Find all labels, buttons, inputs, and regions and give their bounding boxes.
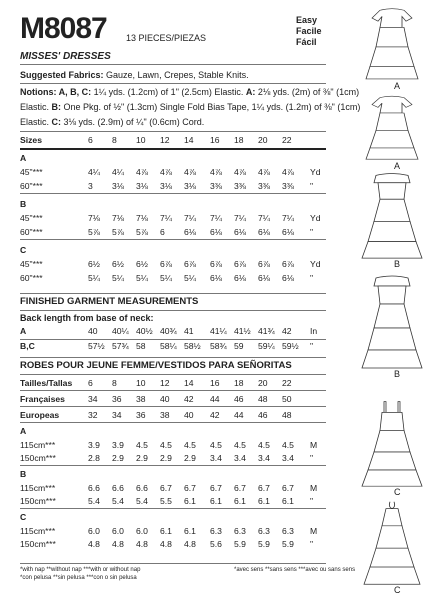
view-letter: C (20, 245, 27, 255)
row-label: 150cm*** (20, 453, 56, 463)
view-illustration (352, 398, 432, 498)
table-cell: 20 (258, 378, 268, 388)
row-label: Europeas (20, 410, 60, 420)
table-cell: 7⅛ (88, 213, 100, 223)
table-cell: 5.4 (88, 496, 100, 506)
notions-line (20, 101, 360, 113)
view-letter: C (20, 512, 27, 522)
divider (20, 374, 326, 375)
view-heading (20, 153, 330, 165)
table-cell: 59½ (282, 341, 299, 351)
table-cell: 3⅜ (210, 181, 222, 191)
divider (20, 131, 326, 132)
table-cell: 4.8 (184, 539, 196, 549)
table-row (20, 440, 330, 452)
robes-title: ROBES POUR JEUNE FEMME/VESTIDOS PARA SEÑORITAS (20, 360, 292, 371)
table-cell: 4.5 (184, 440, 196, 450)
notions-text: 2⅛ yds. (2m) of ⅜" (1cm) (255, 87, 360, 97)
table-cell: 6.0 (88, 526, 100, 536)
divider (20, 465, 326, 466)
table-cell: 42 (282, 326, 292, 336)
view-label: C (394, 585, 401, 595)
table-cell: 6⅛ (282, 227, 294, 237)
divider (20, 357, 326, 358)
view-illustration (352, 92, 432, 172)
table-row (20, 259, 330, 271)
table-cell: 7⅛ (136, 213, 148, 223)
table-cell: 6⅞ (234, 259, 246, 269)
fabrics-label: Suggested Fabrics: (20, 70, 104, 80)
table-cell: 4⅞ (258, 167, 270, 177)
table-cell: 6⅛ (184, 227, 196, 237)
table-cell: 3.4 (210, 453, 222, 463)
unit-label: Yd (310, 259, 321, 269)
view-illustration (352, 168, 432, 270)
table-row (20, 496, 330, 508)
size-cell: 8 (112, 135, 117, 145)
table-cell: 5⅞ (136, 227, 148, 237)
table-row (20, 167, 330, 179)
view-letter: A (20, 153, 27, 163)
view-heading (20, 469, 330, 481)
divider (20, 422, 326, 423)
table-row (20, 273, 330, 285)
row-label: 115cm*** (20, 440, 56, 450)
table-row (20, 227, 330, 239)
table-cell: 3⅛ (136, 181, 148, 191)
table-row (20, 213, 330, 225)
table-cell: 7¼ (184, 213, 196, 223)
divider (20, 310, 326, 311)
table-cell: 4.5 (210, 440, 222, 450)
table-cell: 6⅞ (258, 259, 270, 269)
table-cell: 12 (160, 378, 170, 388)
finished-subtitle: Back length from base of neck: (20, 313, 154, 323)
table-cell: 44 (210, 394, 220, 404)
table-cell: 6.1 (184, 496, 196, 506)
difficulty-label (296, 15, 322, 48)
table-cell: 3 (88, 181, 93, 191)
row-label: 115cm*** (20, 483, 56, 493)
view-heading (20, 199, 330, 211)
table-cell: 3.4 (258, 453, 270, 463)
table-cell: 6½ (136, 259, 148, 269)
dress-sketch (352, 168, 432, 260)
table-row (20, 410, 330, 422)
dress-sketch (352, 92, 432, 162)
table-cell: 2.8 (88, 453, 100, 463)
dress-sketch (352, 270, 432, 370)
divider (20, 239, 326, 240)
table-cell: 40 (160, 394, 170, 404)
table-cell: 4⅞ (234, 167, 246, 177)
table-cell: 6.7 (210, 483, 222, 493)
unit-label: " (310, 273, 314, 283)
table-cell: 6.7 (282, 483, 294, 493)
divider (20, 406, 326, 407)
unit-label: " (310, 496, 314, 506)
row-label: 150cm*** (20, 539, 56, 549)
view-label: C (394, 487, 401, 497)
table-cell: 50 (282, 394, 292, 404)
row-label: 150cm*** (20, 496, 56, 506)
notions-text: Elastic. (20, 117, 52, 127)
divider (20, 148, 326, 150)
table-cell: 58¾ (210, 341, 227, 351)
notions-text: B: (51, 102, 62, 112)
difficulty-en: Easy (296, 15, 318, 25)
table-cell: 7¼ (210, 213, 222, 223)
table-cell: 59 (234, 341, 244, 351)
row-label: 45"*** (20, 259, 43, 269)
view-label: A (394, 81, 401, 91)
table-cell: 7¼ (258, 213, 270, 223)
table-cell: 41 (184, 326, 194, 336)
table-cell: 5⅞ (88, 227, 100, 237)
table-cell: 5¼ (112, 273, 124, 283)
unit-label: " (310, 341, 314, 351)
table-cell: 34 (112, 410, 122, 420)
table-cell: 3⅛ (112, 181, 124, 191)
table-cell: 22 (282, 378, 292, 388)
row-label: 60"*** (20, 227, 43, 237)
table-cell: 6.7 (184, 483, 196, 493)
pieces-count: 13 PIECES/PIEZAS (126, 33, 207, 43)
table-cell: 2.9 (160, 453, 172, 463)
table-cell: 3.9 (88, 440, 100, 450)
table-row (20, 539, 330, 551)
row-label: Françaises (20, 394, 65, 404)
table-cell: 6⅞ (184, 259, 196, 269)
table-cell: 8 (112, 378, 117, 388)
finished-title: FINISHED GARMENT MEASUREMENTS (20, 296, 199, 307)
table-cell: 46 (258, 410, 268, 420)
view-label: B (394, 259, 401, 269)
table-cell: 6⅞ (160, 259, 172, 269)
table-cell: 46 (234, 394, 244, 404)
table-cell: 38 (160, 410, 170, 420)
table-cell: 48 (282, 410, 292, 420)
dress-subtitle: MISSES' DRESSES (20, 51, 111, 62)
table-cell: 6.6 (88, 483, 100, 493)
notions-line (20, 86, 359, 98)
view-illustration (352, 270, 432, 380)
notions-text: C: (51, 117, 62, 127)
table-cell: 42 (210, 410, 220, 420)
table-cell: 4⅞ (136, 167, 148, 177)
table-cell: 4¼ (88, 167, 100, 177)
size-cell: 6 (88, 135, 93, 145)
table-cell: 4.5 (282, 440, 294, 450)
table-cell: 6.1 (282, 496, 294, 506)
view-letter: B (20, 469, 27, 479)
unit-label: Yd (310, 167, 321, 177)
view-heading (20, 245, 330, 257)
table-row (20, 341, 330, 353)
table-cell: 2.9 (112, 453, 124, 463)
table-cell: 40½ (136, 326, 153, 336)
table-row (20, 453, 330, 465)
table-cell: 48 (258, 394, 268, 404)
sizes-label: Sizes (20, 135, 42, 145)
table-cell: 6.0 (112, 526, 124, 536)
divider (20, 563, 326, 564)
unit-label: " (310, 181, 314, 191)
table-cell: 4.5 (258, 440, 270, 450)
footnote-es: *con pelusa **sin pelusa ***con o sin pelusa (20, 575, 137, 581)
table-cell: 6⅛ (258, 273, 270, 283)
table-cell: 40¾ (160, 326, 177, 336)
table-cell: 3.4 (234, 453, 246, 463)
row-label: 60"*** (20, 181, 43, 191)
table-cell: 4¼ (112, 167, 124, 177)
table-cell: 58¼ (160, 341, 177, 351)
difficulty-fr: Facile (296, 26, 322, 36)
table-cell: 5¼ (136, 273, 148, 283)
table-cell: 6⅛ (258, 227, 270, 237)
table-cell: 57½ (88, 341, 105, 351)
table-cell: 4⅞ (210, 167, 222, 177)
table-cell: 6.3 (210, 526, 222, 536)
table-cell: 6.3 (282, 526, 294, 536)
unit-label: In (310, 326, 318, 336)
view-illustration (352, 500, 432, 596)
table-cell: 16 (210, 378, 220, 388)
size-cell: 16 (210, 135, 220, 145)
footnote-en: *with nap **without nap ***with or without nap (20, 567, 141, 573)
view-label: A (394, 161, 401, 171)
table-cell: 4.5 (234, 440, 246, 450)
size-cell: 18 (234, 135, 244, 145)
table-cell: 6½ (112, 259, 124, 269)
table-row (20, 526, 330, 538)
table-cell: 5.4 (136, 496, 148, 506)
table-cell: 3⅜ (258, 181, 270, 191)
table-cell: 6.3 (234, 526, 246, 536)
view-illustration (352, 4, 432, 92)
table-cell: 4.8 (112, 539, 124, 549)
table-cell: 7⅛ (112, 213, 124, 223)
table-cell: 3.4 (282, 453, 294, 463)
view-label: B (394, 369, 401, 379)
table-cell: 5.9 (258, 539, 270, 549)
table-cell: 40¼ (112, 326, 129, 336)
divider (20, 193, 326, 194)
table-cell: 4⅞ (184, 167, 196, 177)
table-cell: 34 (88, 394, 98, 404)
table-cell: 18 (234, 378, 244, 388)
dress-sketch (352, 398, 432, 488)
table-cell: 58 (136, 341, 146, 351)
dress-sketch (352, 500, 432, 586)
table-cell: 41½ (234, 326, 251, 336)
table-cell: 5.5 (160, 496, 172, 506)
row-label: B,C (20, 341, 35, 351)
table-cell: 6.0 (136, 526, 148, 536)
table-cell: 42 (184, 394, 194, 404)
difficulty-es: Fácil (296, 37, 317, 47)
table-cell: 5.9 (282, 539, 294, 549)
table-cell: 6.7 (160, 483, 172, 493)
view-letter: B (20, 199, 27, 209)
table-cell: 6½ (88, 259, 100, 269)
table-cell: 3⅛ (160, 181, 172, 191)
table-cell: 4.8 (136, 539, 148, 549)
unit-label: Yd (310, 213, 321, 223)
table-cell: 4.5 (136, 440, 148, 450)
table-cell: 6⅛ (210, 227, 222, 237)
table-cell: 6⅞ (210, 259, 222, 269)
unit-label: M (310, 526, 318, 536)
size-cell: 12 (160, 135, 170, 145)
notions-line (20, 116, 204, 128)
table-cell: 14 (184, 378, 194, 388)
view-heading (20, 512, 330, 524)
table-cell: 6⅛ (210, 273, 222, 283)
table-cell: 5.4 (112, 496, 124, 506)
divider (20, 64, 326, 65)
table-cell: 3⅜ (234, 181, 246, 191)
table-cell: 6.7 (258, 483, 270, 493)
fabrics-text: Gauze, Lawn, Crepes, Stable Knits. (103, 70, 249, 80)
table-row (20, 181, 330, 193)
row-label: A (20, 326, 27, 336)
table-cell: 4.8 (160, 539, 172, 549)
table-cell: 5¼ (160, 273, 172, 283)
table-row (20, 378, 330, 390)
table-cell: 57¾ (112, 341, 129, 351)
row-label: Tailles/Tallas (20, 378, 73, 388)
suggested-fabrics (20, 69, 249, 81)
row-label: 45"*** (20, 167, 43, 177)
unit-label: " (310, 539, 314, 549)
table-cell: 7¼ (282, 213, 294, 223)
sizes-header-row (20, 135, 330, 147)
divider (20, 390, 326, 391)
size-cell: 20 (258, 135, 268, 145)
table-cell: 6.6 (112, 483, 124, 493)
table-cell: 6⅞ (282, 259, 294, 269)
table-cell: 2.9 (136, 453, 148, 463)
table-cell: 6.3 (258, 526, 270, 536)
table-cell: 6.6 (136, 483, 148, 493)
footnote-fr: *avec sens **sans sens ***avec ou sans sens (234, 567, 356, 573)
view-letter: A (20, 426, 27, 436)
unit-label: M (310, 483, 318, 493)
table-cell: 36 (136, 410, 146, 420)
table-cell: 6.7 (234, 483, 246, 493)
table-cell: 6.1 (234, 496, 246, 506)
table-cell: 3⅛ (184, 181, 196, 191)
table-cell: 5¼ (184, 273, 196, 283)
table-cell: 6.1 (258, 496, 270, 506)
table-cell: 6⅛ (234, 273, 246, 283)
table-cell: 7¼ (234, 213, 246, 223)
table-cell: 6 (160, 227, 165, 237)
table-cell: 4⅞ (282, 167, 294, 177)
table-cell: 6 (88, 378, 93, 388)
table-cell: 32 (88, 410, 98, 420)
size-cell: 10 (136, 135, 146, 145)
dress-sketch (352, 4, 432, 82)
notions-text: 3⅛ yds. (2.9m) of ¼" (0.6cm) Cord. (61, 117, 205, 127)
row-label: 45"*** (20, 213, 43, 223)
table-cell: 40 (184, 410, 194, 420)
table-cell: 6⅛ (234, 227, 246, 237)
size-cell: 14 (184, 135, 194, 145)
unit-label: " (310, 453, 314, 463)
table-cell: 5¼ (88, 273, 100, 283)
table-cell: 10 (136, 378, 146, 388)
table-cell: 7¼ (160, 213, 172, 223)
table-cell: 3⅜ (282, 181, 294, 191)
notions-text: One Pkg. of ½" (1.3cm) Single Fold Bias Tape, 1¼ yds. (1.2m) of ⅜" (1cm) (61, 102, 361, 112)
table-cell: 6.1 (184, 526, 196, 536)
table-cell: 4.8 (88, 539, 100, 549)
divider (20, 83, 326, 84)
notions-text: Elastic. (20, 102, 52, 112)
table-cell: 36 (112, 394, 122, 404)
size-cell: 22 (282, 135, 292, 145)
table-row (20, 394, 330, 406)
table-cell: 38 (136, 394, 146, 404)
table-cell: 59¼ (258, 341, 275, 351)
table-cell: 40 (88, 326, 98, 336)
notions-text: 1¼ yds. (1.2cm) of 1" (2.5cm) Elastic. (91, 87, 246, 97)
notions-text: Notions: A, B, C: (20, 87, 92, 97)
table-cell: 6.1 (160, 526, 172, 536)
table-cell: 41¾ (258, 326, 275, 336)
table-row (20, 483, 330, 495)
table-cell: 6.1 (210, 496, 222, 506)
table-cell: 6⅛ (282, 273, 294, 283)
notions-text: A: (245, 87, 256, 97)
table-cell: 41¼ (210, 326, 227, 336)
table-cell: 4⅞ (160, 167, 172, 177)
table-cell: 44 (234, 410, 244, 420)
table-cell: 5.9 (234, 539, 246, 549)
row-label: 60"*** (20, 273, 43, 283)
unit-label: " (310, 227, 314, 237)
divider (20, 339, 326, 340)
divider (20, 508, 326, 509)
unit-label: M (310, 440, 318, 450)
table-cell: 58½ (184, 341, 201, 351)
table-cell: 2.9 (184, 453, 196, 463)
table-cell: 4.5 (160, 440, 172, 450)
divider (20, 293, 326, 294)
row-label: 115cm*** (20, 526, 56, 536)
table-cell: 5⅞ (112, 227, 124, 237)
table-cell: 3.9 (112, 440, 124, 450)
table-cell: 5.6 (210, 539, 222, 549)
view-heading (20, 426, 330, 438)
table-row (20, 326, 330, 338)
pattern-number: M8087 (20, 12, 107, 45)
